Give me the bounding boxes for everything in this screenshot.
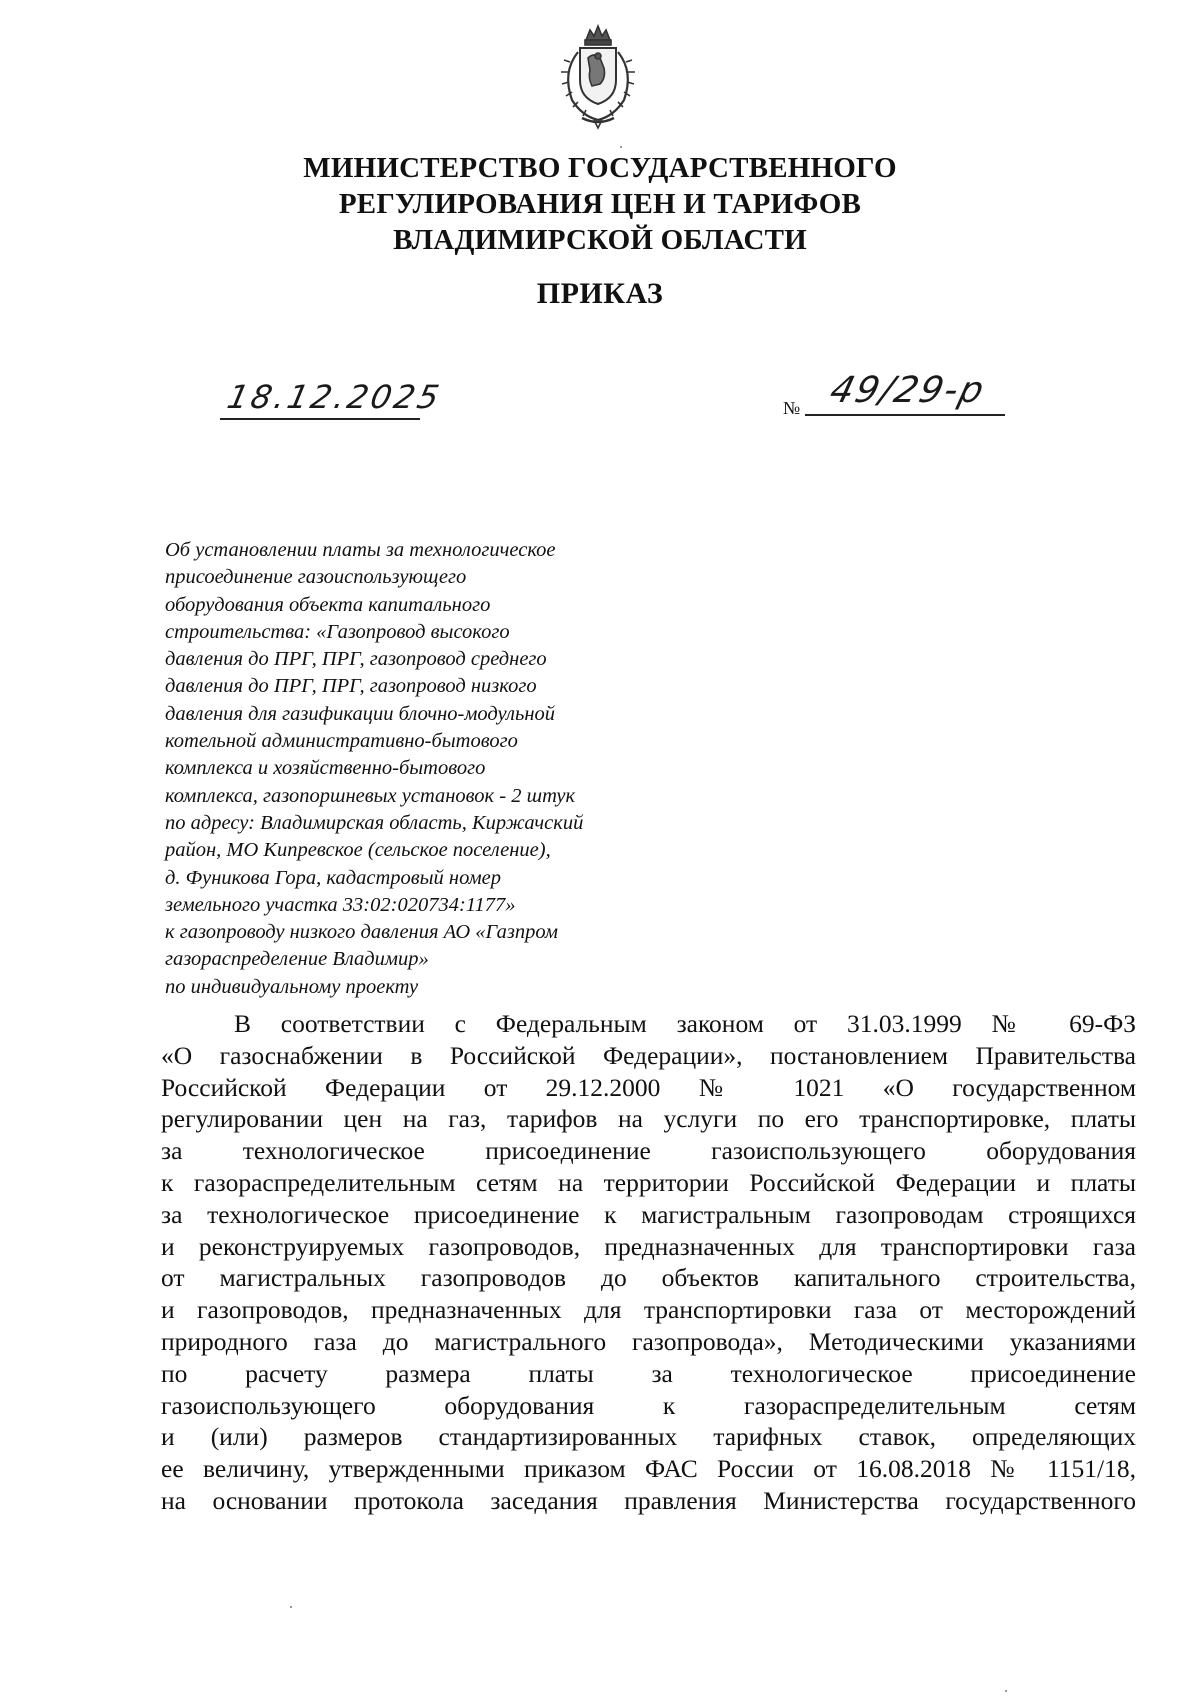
order-date-handwritten: 18.12.2025 (223, 378, 446, 416)
order-number-field (805, 370, 1005, 416)
body-line: от магистральных газопроводов до объектов капитального строительства, (161, 1263, 1136, 1293)
ministry-name (150, 150, 1050, 258)
body-line: за технологическое присоединение газоиспользующего оборудования (161, 1136, 1136, 1166)
body-line: и газопроводов, предназначенных для транспортировки газа от месторождений (161, 1295, 1136, 1325)
ministry-name-line-2: РЕГУЛИРОВАНИЯ ЦЕН И ТАРИФОВ (338, 188, 862, 220)
body-line: В соответствии с Федеральным законом от 31.03.1999 № 69-ФЗ (234, 1009, 1136, 1038)
subject-line: район, МО Кипревское (сельское поселение), (165, 839, 551, 862)
order-subject (165, 537, 725, 1001)
subject-line: комплекса и хозяйственно-бытового (165, 757, 486, 780)
subject-line: земельного участка 33:02:020734:1177» (165, 893, 516, 916)
subject-line: котельной административно-бытового (165, 730, 518, 753)
scan-speck (290, 1606, 292, 1608)
body-line: на основании протокола заседания правления Министерства государственного (161, 1485, 1136, 1515)
document-type-title: ПРИКАЗ (536, 277, 664, 310)
ministry-name-line-1: МИНИСТЕРСТВО ГОСУДАРСТВЕННОГО (303, 152, 897, 184)
order-number-handwritten: 49/29-р (825, 370, 990, 411)
subject-line: д. Фуникова Гора, кадастровый номер (165, 866, 501, 889)
subject-line: давления до ПРГ, ПРГ, газопровод среднего (165, 648, 547, 671)
body-line: и реконструируемых газопроводов, предназначенных для транспортировки газа (161, 1231, 1136, 1261)
body-line: Российской Федерации от 29.12.2000 № 1021 «О государственном (161, 1072, 1136, 1102)
body-line: «О газоснабжении в Российской Федерации», постановлением Правительства (161, 1040, 1136, 1070)
subject-line: к газопроводу низкого давления АО «Газпром (165, 921, 558, 944)
subject-line: строительства: «Газопровод высокого (165, 620, 510, 643)
subject-line: оборудования объекта капитального (165, 593, 491, 616)
order-date-field (220, 378, 446, 420)
body-line: природного газа до магистрального газопровода», Методическими указаниями (161, 1326, 1136, 1356)
ministry-name-line-3: ВЛАДИМИРСКОЙ ОБЛАСТИ (393, 224, 807, 256)
subject-line: давления для газификации блочно-модульной (165, 702, 555, 725)
body-line: регулировании цен на газ, тарифов на услуги по его транспортировке, платы (161, 1104, 1136, 1134)
scan-speck (620, 146, 622, 148)
body-line: к газораспределительным сетям на территории Российской Федерации и платы (161, 1167, 1136, 1197)
subject-line: Об установлении платы за технологическое (165, 539, 556, 561)
subject-line: давления до ПРГ, ПРГ, газопровод низкого (165, 675, 537, 698)
subject-line: по индивидуальному проекту (165, 975, 419, 998)
body-line: ее величину, утвержденными приказом ФАС России от 16.08.2018 № 1151/18, (161, 1454, 1136, 1484)
subject-line: по адресу: Владимирская область, Киржачский (165, 811, 584, 834)
body-line: по расчету размера платы за технологическое присоединение (161, 1358, 1136, 1388)
subject-line: комплекса, газопоршневых установок - 2 штук (165, 784, 576, 807)
order-body-paragraph (161, 1008, 1136, 1517)
subject-line: присоединение газоиспользующего (165, 566, 467, 589)
body-line: за технологическое присоединение к магистральным газопроводам строящихся (161, 1199, 1136, 1229)
subject-line: газораспределение Владимир» (165, 948, 429, 971)
body-line: и (или) размеров стандартизированных тарифных ставок, определяющих (161, 1422, 1136, 1452)
coat-of-arms-emblem (548, 22, 648, 130)
body-line: газоиспользующего оборудования к газораспределительным сетям (161, 1390, 1136, 1420)
scan-speck (1005, 1690, 1007, 1692)
number-label: № (783, 398, 801, 418)
